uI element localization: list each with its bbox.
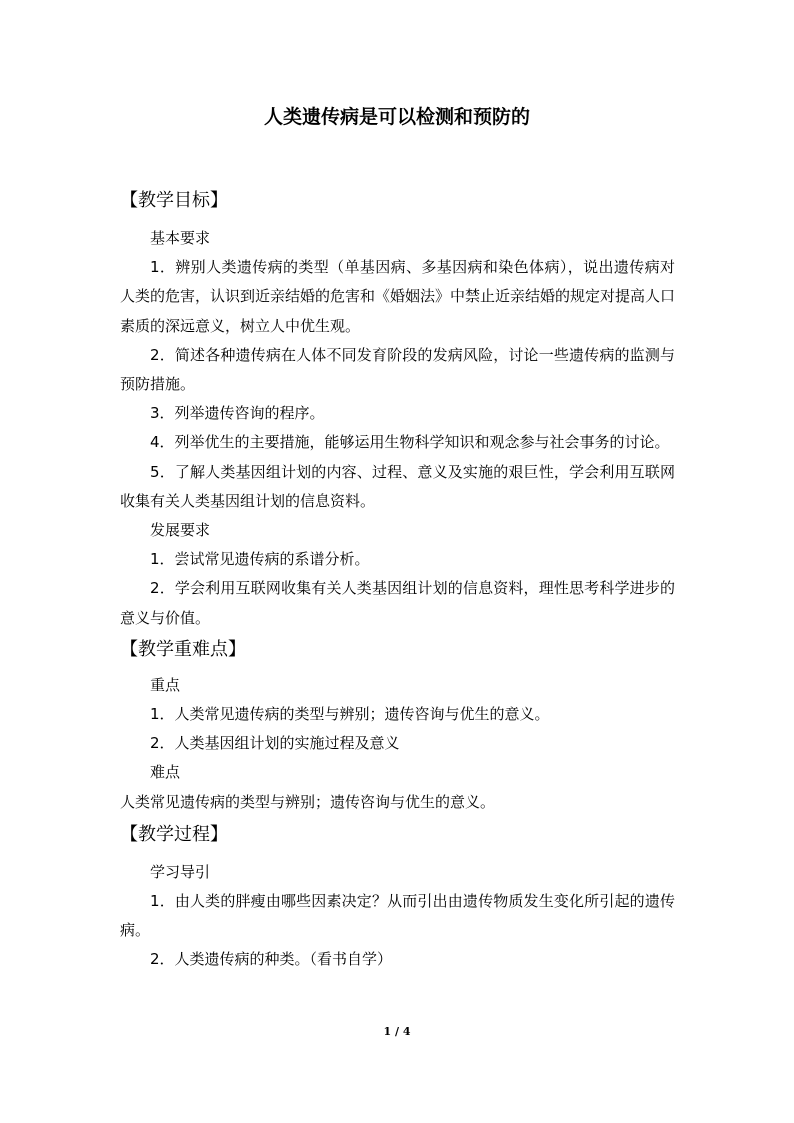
paragraph: 人类常见遗传病的类型与辨别；遗传咨询与优生的意义。	[120, 792, 496, 811]
paragraph: 1．尝试常见遗传病的系谱分析。	[150, 550, 370, 569]
subheading-basic: 基本要求	[150, 229, 211, 247]
subheading-difficulty: 难点	[150, 763, 181, 782]
section-heading-key-points: 【教学重难点】	[120, 638, 246, 660]
paragraph: 2．简述各种遗传病在人体不同发育阶段的发病风险，讨论一些遗传病的监测与预防措施。	[120, 345, 675, 394]
subheading-development: 发展要求	[150, 521, 211, 540]
paragraph: 5．了解人类基因组计划的内容、过程、意义及实施的艰巨性，学会利用互联网收集有关人类基因组计划的信息资料。	[120, 462, 675, 510]
paragraph: 1．人类常见遗传病的类型与辨别；遗传咨询与优生的意义。	[150, 705, 550, 724]
section-heading-goals: 【教学目标】	[120, 190, 228, 211]
document-title: 人类遗传病是可以检测和预防的	[263, 106, 530, 128]
paragraph: 1．辨别人类遗传病的类型（单基因病、多基因病和染色体病），说出遗传病对人类的危害，认识到近亲结婚的危害和《婚姻法》中禁止近亲结婚的规定对提高人口素质的深远意义，树立人中优生观。	[120, 258, 676, 335]
subheading-intro: 学习导引	[150, 862, 211, 881]
paragraph: 4．列举优生的主要措施，能够运用生物科学知识和观念参与社会事务的讨论。	[150, 433, 670, 452]
document-body	[120, 186, 675, 975]
paragraph: 2．人类遗传病的种类。（看书自学）	[150, 950, 393, 969]
page-number: 1 / 4	[383, 1025, 411, 1038]
paragraph: 1．由人类的胖瘦由哪些因素决定？从而引出由遗传物质发生变化所引起的遗传病。	[120, 892, 675, 940]
paragraph: 2．学会利用互联网收集有关人类基因组计划的信息资料，理性思考科学进步的意义与价值。	[120, 579, 675, 627]
paragraph: 3．列举遗传咨询的程序。	[150, 404, 325, 423]
paragraph: 2．人类基因组计划的实施过程及意义	[150, 734, 400, 753]
subheading-focus: 重点	[150, 675, 181, 694]
section-heading-process: 【教学过程】	[120, 823, 228, 845]
